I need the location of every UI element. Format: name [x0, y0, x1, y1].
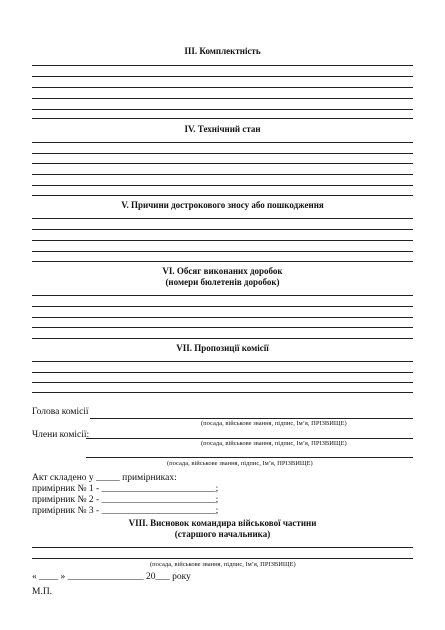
date-line: « ____ » ________________ 20___ року	[32, 572, 191, 582]
blank-line	[32, 118, 413, 119]
blank-line	[32, 174, 413, 175]
section-4-heading: IV. Технічний стан	[184, 124, 261, 134]
commission-head-caption: (посада, військове звання, підпис, Ім’я, ПРІЗВИЩЕ)	[201, 420, 347, 427]
blank-line	[32, 185, 413, 186]
blank-line	[32, 251, 413, 252]
blank-line	[32, 98, 413, 99]
blank-line	[32, 142, 413, 143]
blank-line	[32, 218, 413, 219]
copy-3-line: примірник № 3 - ________________________;	[32, 506, 219, 516]
section-8-subheading: (старшого начальника)	[174, 529, 271, 539]
copy-2-line: примірник № 2 - ________________________;	[32, 495, 219, 505]
section-8-heading: VIII. Висновок командира військової частини	[128, 518, 317, 528]
blank-line	[32, 195, 413, 196]
blank-line	[32, 65, 413, 66]
copies-intro: Акт складено у _____ примірниках:	[32, 473, 177, 483]
blank-line	[32, 392, 413, 393]
blank-line	[32, 361, 413, 362]
section-3-heading: III. Комплектність	[184, 46, 261, 56]
section-7-heading: VII. Пропозиції комісії	[176, 343, 269, 353]
blank-line	[32, 240, 413, 241]
blank-line	[32, 153, 413, 154]
blank-line	[32, 327, 413, 328]
commission-member-line-1	[86, 438, 413, 439]
stamp-mark: М.П.	[32, 587, 53, 597]
blank-line	[32, 163, 413, 164]
commission-member-line-2	[86, 457, 413, 458]
section-6-heading: VI. Обсяг виконаних доробок	[162, 266, 283, 276]
section-6-subheading: (номери бюлетенів доробок)	[165, 277, 280, 287]
blank-line	[32, 372, 413, 373]
blank-line	[32, 306, 413, 307]
commission-member-caption-2: (посада, військове звання, підпис, Ім’я, ПРІЗВИЩЕ)	[167, 460, 313, 467]
blank-line	[32, 229, 413, 230]
blank-line	[32, 317, 413, 318]
commander-caption: (посада, військове звання, підпис, Ім’я, ПРІЗВИЩЕ)	[150, 561, 296, 568]
blank-line	[32, 382, 413, 383]
blank-line	[32, 76, 413, 77]
commission-head-label: Голова комісії	[32, 407, 89, 417]
commission-members-label: Члени комісії:	[32, 430, 90, 440]
blank-line	[32, 109, 413, 110]
blank-line	[32, 87, 413, 88]
copy-1-line: примірник № 1 - ________________________;	[32, 484, 219, 494]
blank-line	[32, 295, 413, 296]
blank-line	[32, 338, 413, 339]
blank-line	[32, 547, 413, 548]
section-5-heading: V. Причини дострокового зносу або пошкодження	[121, 200, 324, 210]
blank-line	[32, 558, 413, 559]
blank-line	[32, 261, 413, 262]
commission-member-caption-1: (посада, військове звання, підпис, Ім’я, ПРІЗВИЩЕ)	[201, 440, 347, 447]
commission-head-line	[90, 418, 413, 419]
